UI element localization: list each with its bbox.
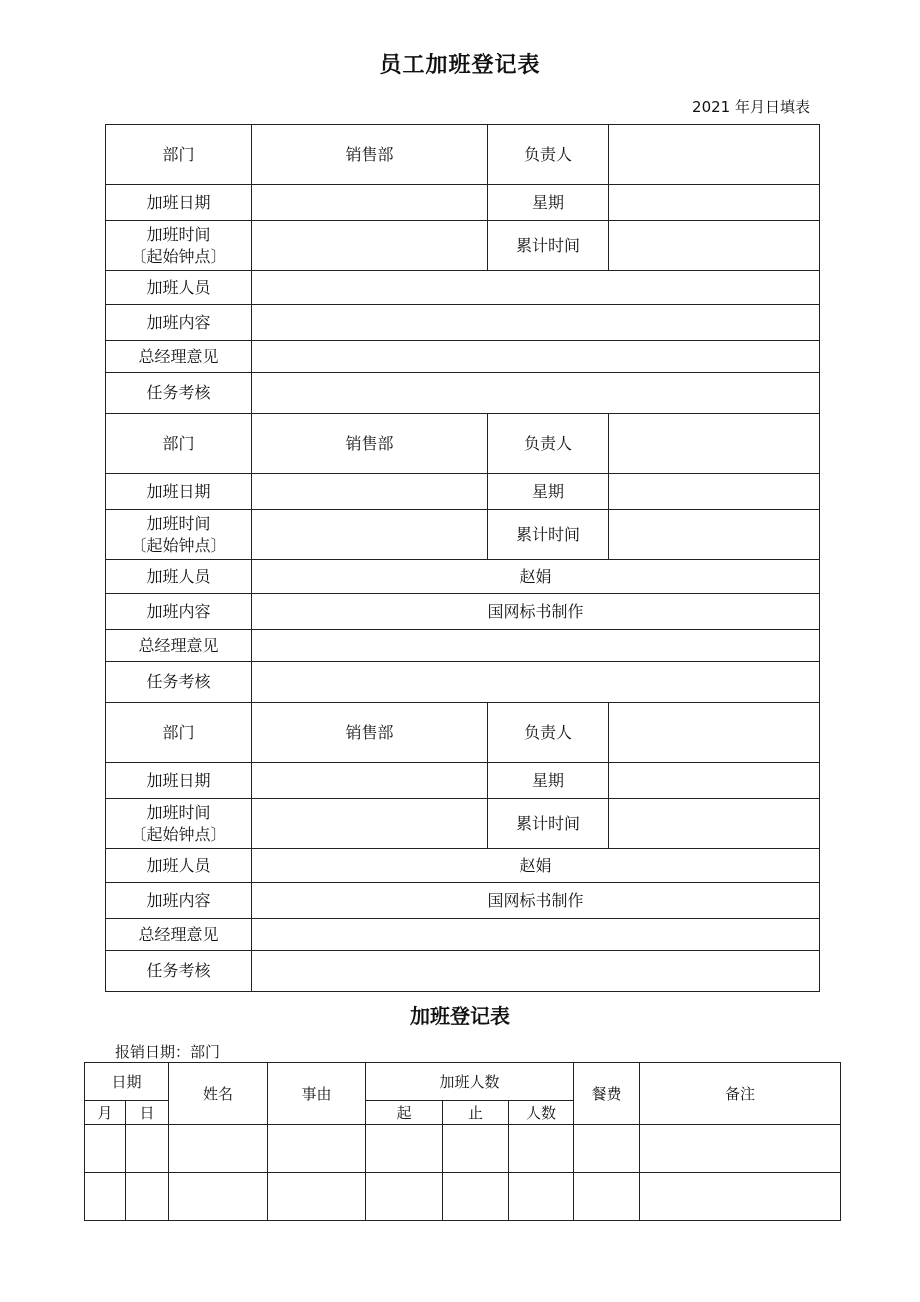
- dept-value[interactable]: 销售部: [252, 414, 488, 474]
- form-row: [106, 662, 820, 703]
- overtime-date-label: 加班日期: [106, 474, 252, 510]
- content-value[interactable]: 国网标书制作: [252, 594, 820, 630]
- weekday-label: 星期: [488, 763, 609, 799]
- cell-month[interactable]: [85, 1173, 126, 1221]
- content-value[interactable]: [252, 305, 820, 341]
- cell-end[interactable]: [443, 1173, 509, 1221]
- overtime-time-value[interactable]: [252, 799, 488, 849]
- weekday-label: 星期: [488, 474, 609, 510]
- manager-value[interactable]: [609, 414, 820, 474]
- overtime-record-table: [105, 124, 820, 992]
- header-reason: 事由: [268, 1063, 366, 1125]
- cell-end[interactable]: [443, 1125, 509, 1173]
- gm-opinion-value[interactable]: [252, 919, 820, 951]
- manager-label: 负责人: [488, 125, 609, 185]
- form-row: [106, 341, 820, 373]
- overtime-date-value[interactable]: [252, 474, 488, 510]
- page-title: 员工加班登记表: [379, 53, 541, 78]
- total-time-value[interactable]: [609, 510, 820, 560]
- cell-count[interactable]: [509, 1125, 574, 1173]
- task-assessment-value[interactable]: [252, 662, 820, 703]
- form-row: [106, 414, 820, 474]
- header-start: 起: [366, 1101, 443, 1125]
- overtime-time-label-line1: 加班时间: [146, 224, 211, 244]
- gm-opinion-label: 总经理意见: [106, 919, 252, 951]
- weekday-value[interactable]: [609, 474, 820, 510]
- overtime-time-label-line2: 〔起始钟点〕: [130, 246, 227, 266]
- header-name: 姓名: [169, 1063, 268, 1125]
- task-assessment-label: 任务考核: [106, 662, 252, 703]
- form-row: [106, 849, 820, 883]
- overtime-time-label-line2: 〔起始钟点〕: [130, 824, 227, 844]
- gm-opinion-label: 总经理意见: [106, 341, 252, 373]
- form-row: [106, 919, 820, 951]
- form-row: [106, 373, 820, 414]
- overtime-date-label: 加班日期: [106, 763, 252, 799]
- report-date-line: 报销日期：部门: [115, 1043, 221, 1061]
- dept-value[interactable]: 销售部: [252, 125, 488, 185]
- cell-reason[interactable]: [268, 1125, 366, 1173]
- overtime-time-label-line2: 〔起始钟点〕: [130, 535, 227, 555]
- cell-count[interactable]: [509, 1173, 574, 1221]
- form-row: [106, 799, 820, 849]
- section-title: 加班登记表: [410, 1004, 510, 1028]
- cell-remark[interactable]: [640, 1125, 841, 1173]
- header-day: 日: [126, 1101, 169, 1125]
- cell-day[interactable]: [126, 1173, 169, 1221]
- weekday-value[interactable]: [609, 763, 820, 799]
- form-row: [106, 221, 820, 271]
- overtime-time-value[interactable]: [252, 221, 488, 271]
- dept-label: 部门: [106, 703, 252, 763]
- cell-name[interactable]: [169, 1125, 268, 1173]
- header-end: 止: [443, 1101, 509, 1125]
- cell-name[interactable]: [169, 1173, 268, 1221]
- gm-opinion-value[interactable]: [252, 630, 820, 662]
- cell-remark[interactable]: [640, 1173, 841, 1221]
- header-month: 月: [85, 1101, 126, 1125]
- staff-label: 加班人员: [106, 849, 252, 883]
- total-time-label: 累计时间: [488, 510, 609, 560]
- staff-value[interactable]: 赵娟: [252, 560, 820, 594]
- manager-label: 负责人: [488, 414, 609, 474]
- total-time-value[interactable]: [609, 799, 820, 849]
- overtime-time-label: [106, 221, 252, 271]
- dept-value[interactable]: 销售部: [252, 703, 488, 763]
- form-row: [106, 474, 820, 510]
- overtime-time-label-line1: 加班时间: [146, 513, 211, 533]
- cell-start[interactable]: [366, 1173, 443, 1221]
- manager-value[interactable]: [609, 703, 820, 763]
- staff-label: 加班人员: [106, 560, 252, 594]
- cell-reason[interactable]: [268, 1173, 366, 1221]
- content-label: 加班内容: [106, 305, 252, 341]
- task-assessment-value[interactable]: [252, 951, 820, 992]
- cell-meal[interactable]: [574, 1125, 640, 1173]
- weekday-value[interactable]: [609, 185, 820, 221]
- form-row: [106, 305, 820, 341]
- staff-value[interactable]: [252, 271, 820, 305]
- dept-label: 部门: [106, 414, 252, 474]
- header-date: 日期: [85, 1063, 169, 1101]
- header-remark: 备注: [640, 1063, 841, 1125]
- overtime-date-label: 加班日期: [106, 185, 252, 221]
- table-row: [85, 1173, 841, 1221]
- overtime-date-value[interactable]: [252, 763, 488, 799]
- form-row: [106, 630, 820, 662]
- content-value[interactable]: 国网标书制作: [252, 883, 820, 919]
- cell-meal[interactable]: [574, 1173, 640, 1221]
- table-row: [85, 1125, 841, 1173]
- form-row: [106, 125, 820, 185]
- form-row: [106, 951, 820, 992]
- overtime-time-value[interactable]: [252, 510, 488, 560]
- manager-value[interactable]: [609, 125, 820, 185]
- overtime-log-table: [84, 1062, 841, 1221]
- form-row: [106, 763, 820, 799]
- header-count-group: 加班人数: [366, 1063, 574, 1101]
- content-label: 加班内容: [106, 883, 252, 919]
- staff-value[interactable]: 赵娟: [252, 849, 820, 883]
- form-row: [106, 703, 820, 763]
- fill-date-line: 2021 年月日填表: [692, 98, 810, 116]
- overtime-time-label: [106, 510, 252, 560]
- header-count: 人数: [509, 1101, 574, 1125]
- form-row: [106, 560, 820, 594]
- staff-label: 加班人员: [106, 271, 252, 305]
- gm-opinion-label: 总经理意见: [106, 630, 252, 662]
- dept-label: 部门: [106, 125, 252, 185]
- form-row: [106, 271, 820, 305]
- form-row: [106, 510, 820, 560]
- total-time-label: 累计时间: [488, 799, 609, 849]
- gm-opinion-value[interactable]: [252, 341, 820, 373]
- total-time-value[interactable]: [609, 221, 820, 271]
- content-label: 加班内容: [106, 594, 252, 630]
- task-assessment-label: 任务考核: [106, 951, 252, 992]
- form-row: [106, 185, 820, 221]
- task-assessment-value[interactable]: [252, 373, 820, 414]
- manager-label: 负责人: [488, 703, 609, 763]
- weekday-label: 星期: [488, 185, 609, 221]
- total-time-label: 累计时间: [488, 221, 609, 271]
- cell-day[interactable]: [126, 1125, 169, 1173]
- task-assessment-label: 任务考核: [106, 373, 252, 414]
- overtime-time-label: [106, 799, 252, 849]
- form-row: [106, 594, 820, 630]
- overtime-date-value[interactable]: [252, 185, 488, 221]
- cell-month[interactable]: [85, 1125, 126, 1173]
- cell-start[interactable]: [366, 1125, 443, 1173]
- overtime-time-label-line1: 加班时间: [146, 802, 211, 822]
- header-meal: 餐费: [574, 1063, 640, 1125]
- form-row: [106, 883, 820, 919]
